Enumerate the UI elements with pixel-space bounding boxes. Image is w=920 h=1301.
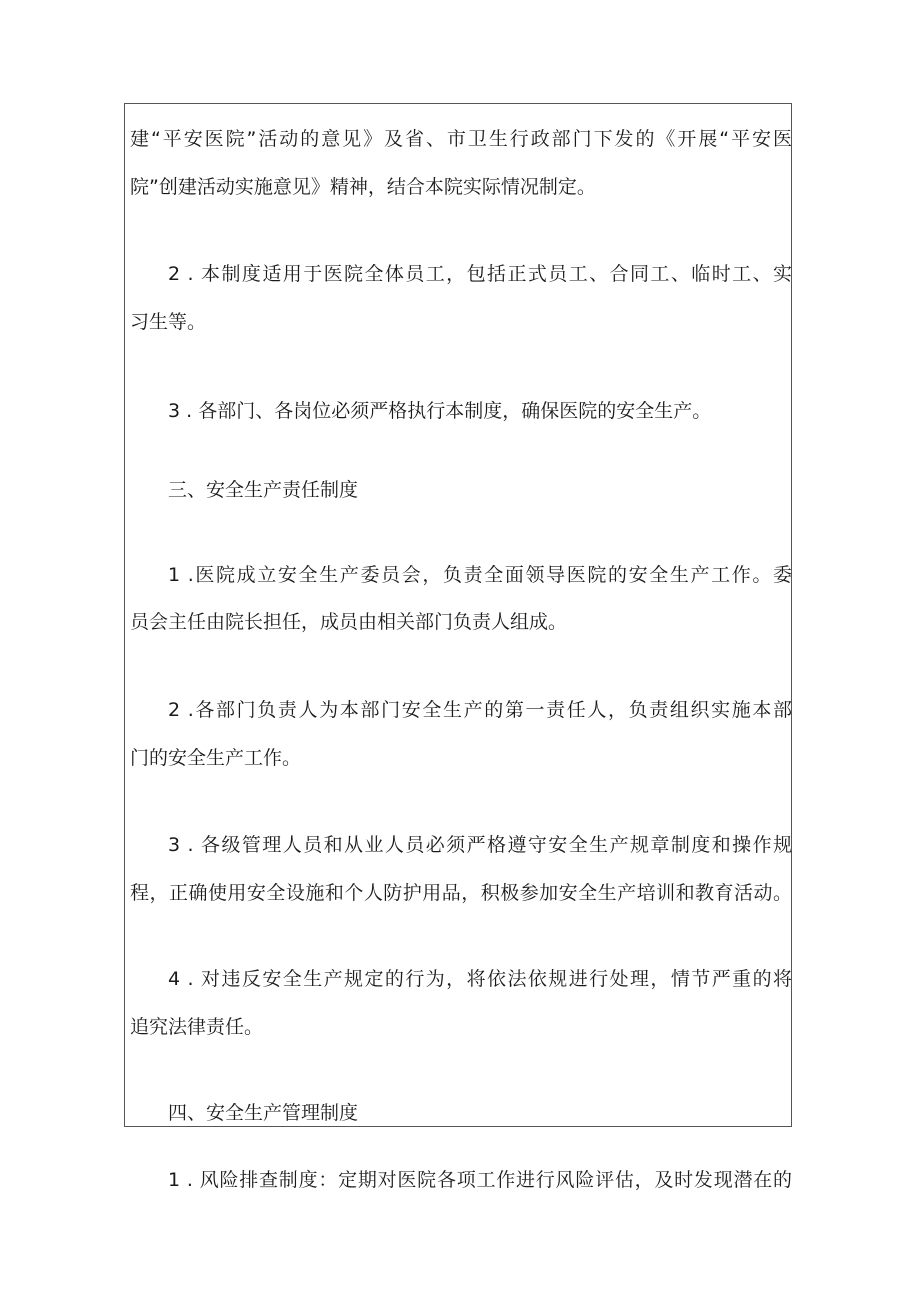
section-heading-management: 四、安全生产管理制度	[168, 1102, 359, 1124]
scope-item-2-line: 2 . 本制度适用于医院全体员工，包括正式员工、合同工、临时工、实	[168, 263, 792, 285]
responsibility-item-1-line: 员会主任由院长担任，成员由相关部门负责人组成。	[130, 611, 568, 633]
responsibility-item-2-line: 2 .各部门负责人为本部门安全生产的第一责任人，负责组织实施本部	[168, 699, 792, 721]
responsibility-item-2-line: 门的安全生产工作。	[130, 747, 302, 769]
section-heading-responsibility: 三、安全生产责任制度	[168, 479, 359, 501]
responsibility-item-3-line: 3 . 各级管理人员和从业人员必须严格遵守安全生产规章制度和操作规	[168, 834, 792, 856]
responsibility-item-4-line: 4 . 对违反安全生产规定的行为，将依法依规进行处理，情节严重的将	[168, 968, 792, 990]
responsibility-item-1-line: 1 .医院成立安全生产委员会，负责全面领导医院的安全生产工作。委	[168, 564, 792, 586]
intro-paragraph-line: 院”创建活动实施意见》精神，结合本院实际情况制定。	[130, 176, 596, 198]
responsibility-item-4-line: 追究法律责任。	[130, 1016, 264, 1038]
responsibility-item-3-line: 程，正确使用安全设施和个人防护用品，积极参加安全生产培训和教育活动。	[130, 882, 792, 904]
intro-paragraph-line: 建“平安医院”活动的意见》及省、市卫生行政部门下发的《开展“平安医	[130, 128, 792, 150]
scope-item-3: 3 . 各部门、各岗位必须严格执行本制度，确保医院的安全生产。	[168, 400, 712, 422]
management-item-1-line: 1 . 风险排查制度：定期对医院各项工作进行风险评估，及时发现潜在的	[168, 1169, 792, 1191]
scope-item-2-line: 习生等。	[130, 311, 207, 333]
